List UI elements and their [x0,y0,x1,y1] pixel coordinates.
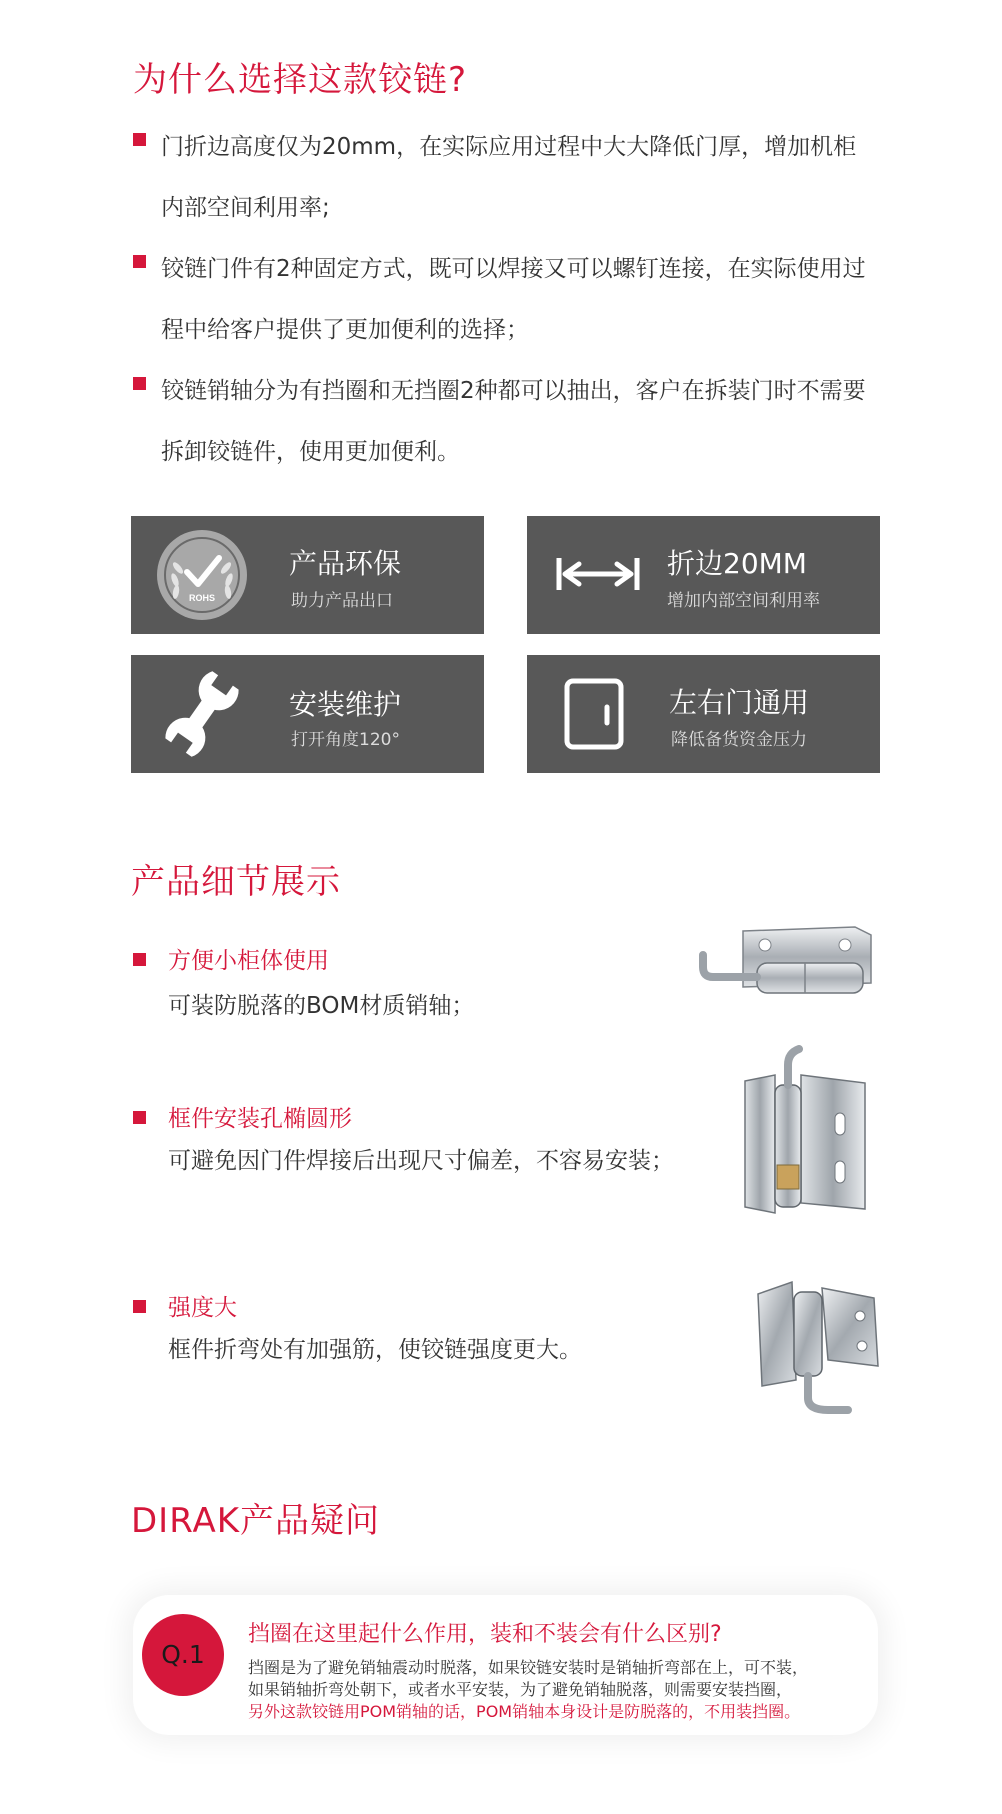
why-item-line: 铰链销轴分为有挡圈和无挡圈2种都可以抽出，客户在拆装门时不需要 [161,378,866,404]
faq-answer-line: 挡圈是为了避免销轴震动时脱落，如果铰链安装时是销轴折弯部在上，可不装， [248,1658,809,1677]
feature-subtitle: 助力产品出口 [291,591,393,611]
why-section-title: 为什么选择这款铰链? [133,60,468,100]
detail-heading: 强度大 [168,1295,237,1321]
bullet-square-icon [133,133,146,146]
detail-description: 可避免因门件焊接后出现尺寸偏差，不容易安装； [168,1148,674,1174]
why-item-line: 程中给客户提供了更加便利的选择； [161,317,529,343]
bullet-square-icon [133,953,146,966]
feature-card-door [527,655,880,773]
why-item-line: 铰链门件有2种固定方式，既可以焊接又可以螺钉连接，在实际使用过 [161,256,866,282]
why-item-line: 拆卸铰链件，使用更加便利。 [161,439,460,465]
hinge-open-image [752,1268,892,1418]
feature-subtitle: 降低备货资金压力 [671,730,807,750]
bullet-square-icon [133,1111,146,1124]
why-item [133,117,913,239]
detail-description: 框件折弯处有加强筋，使铰链强度更大。 [168,1337,582,1363]
rohs-badge-icon [155,528,249,622]
feature-title: 安装维护 [289,688,402,721]
wrench-icon [155,667,249,761]
faq-question: 挡圈在这里起什么作用，装和不装会有什么区别? [248,1622,722,1647]
feature-subtitle: 增加内部空间利用率 [667,591,820,611]
bullet-square-icon [133,377,146,390]
faq-answer-highlight: 另外这款铰链用POM销轴的话，POM销轴本身设计是防脱落的，不用装挡圈。 [248,1702,801,1721]
feature-subtitle: 打开角度120° [291,730,400,750]
bullet-square-icon [133,1300,146,1313]
feature-card-install [131,655,484,773]
faq-answer-line: 如果销轴折弯处朝下，或者水平安装，为了避免销轴脱落，则需要安装挡圈， [248,1680,793,1699]
bullet-square-icon [133,255,146,268]
faq-section-title: DIRAK产品疑问 [131,1501,381,1541]
detail-description: 可装防脱落的BOM材质销轴； [168,993,475,1019]
details-section-title: 产品细节展示 [131,862,341,902]
detail-heading: 方便小柜体使用 [168,948,329,974]
feature-title: 左右门通用 [669,686,810,719]
detail-heading: 框件安装孔椭圆形 [168,1106,352,1132]
feature-title: 产品环保 [289,547,402,580]
feature-card-rohs [131,516,484,634]
door-icon [551,667,645,761]
why-item-line: 内部空间利用率; [161,195,330,221]
hinge-closed-image [695,925,905,1007]
why-item [133,239,913,361]
double-arrow-icon [551,528,645,622]
rohs-badge-text: ROHS [188,593,216,603]
feature-card-fold [527,516,880,634]
why-item-line: 门折边高度仅为20mm，在实际应用过程中大大降低门厚，增加机柜 [161,134,857,160]
hinge-vertical-image [735,1045,875,1215]
why-item [133,361,913,483]
question-number-badge: Q.1 [142,1614,224,1696]
feature-title: 折边20MM [667,547,807,580]
